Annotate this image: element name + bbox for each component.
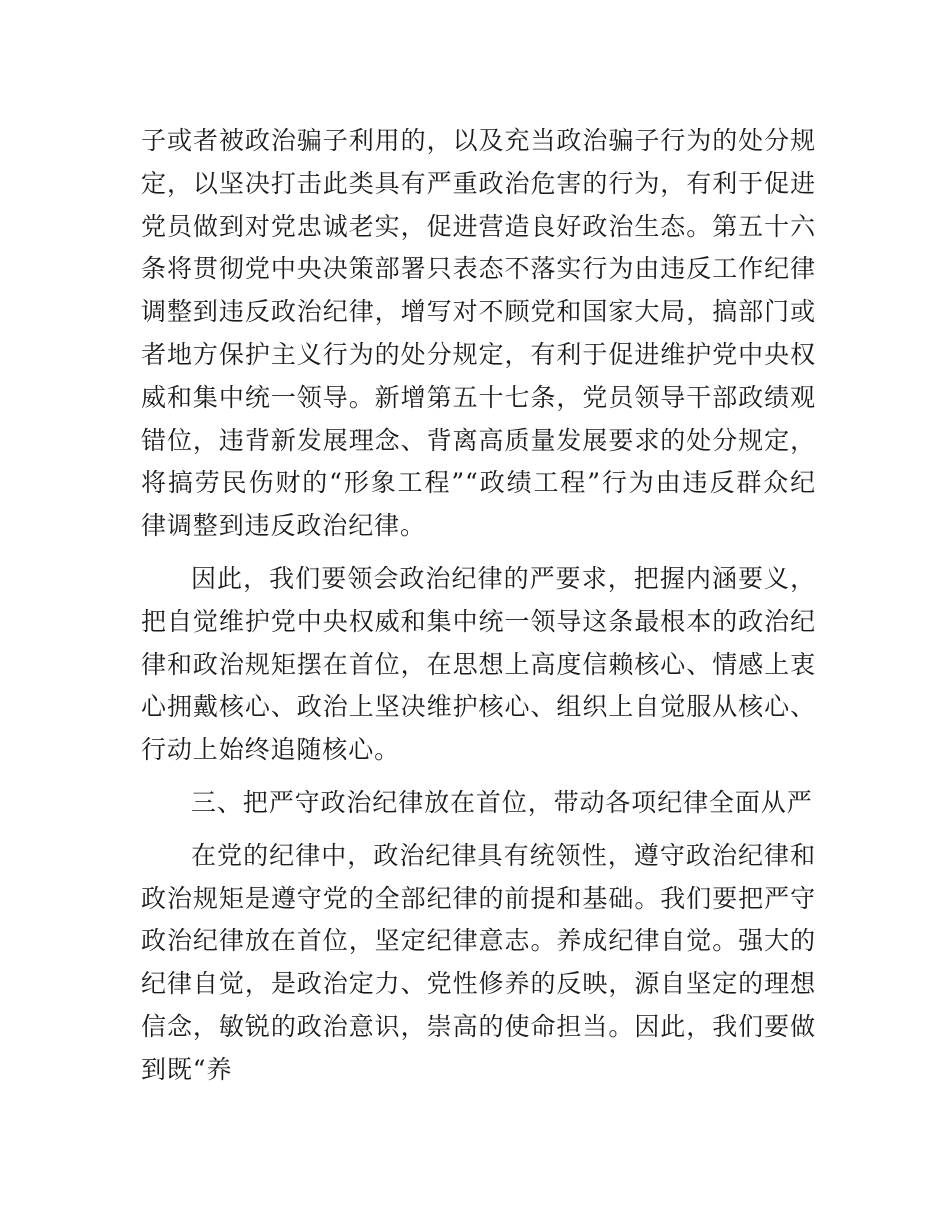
document-body [141, 120, 816, 1092]
paragraph-conclusion: 因此，我们要领会政治纪律的严要求，把握内涵要义，把自觉维护党中央权威和集中统一领导这条最根本的政治纪律和政治规矩摆在首位，在思想上高度信赖核心、情感上衷心拥戴核心、政治上坚决维护核心、组织上自觉服从核心、行动上始终追随核心。 [141, 563, 816, 765]
paragraph-continued: 子或者被政治骗子利用的，以及充当政治骗子行为的处分规定，以坚决打击此类具有严重政治危害的行为，有利于促进党员做到对党忠诚老实，促进营造良好政治生态。第五十六条将贯彻党中央决策部署只表态不落实行为由违反工作纪律调整到违反政治纪律，增写对不顾党和国家大局，搞部门或者地方保护主义行为的处分规定，有利于促进维护党中央权威和集中统一领导。新增第五十七条，党员领导干部政绩观错位，违背新发展理念、背离高质量发展要求的处分规定，将搞劳民伤财的“形象工程”“政绩工程”行为由违反群众纪律调整到违反政治纪律。 [141, 126, 816, 541]
section-heading: 三、把严守政治纪律放在首位，带动各项纪律全面从严 [191, 787, 813, 817]
paragraph-section-body: 在党的纪律中，政治纪律具有统领性，遵守政治纪律和政治规矩是遵守党的全部纪律的前提和基础。我们要把严守政治纪律放在首位，坚定纪律意志。养成纪律自觉。强大的纪律自觉，是政治定力、党性修养的反映，源自坚定的理想信念，敏锐的政治意识，崇高的使命担当。因此，我们要做到既“养 [141, 840, 816, 1084]
